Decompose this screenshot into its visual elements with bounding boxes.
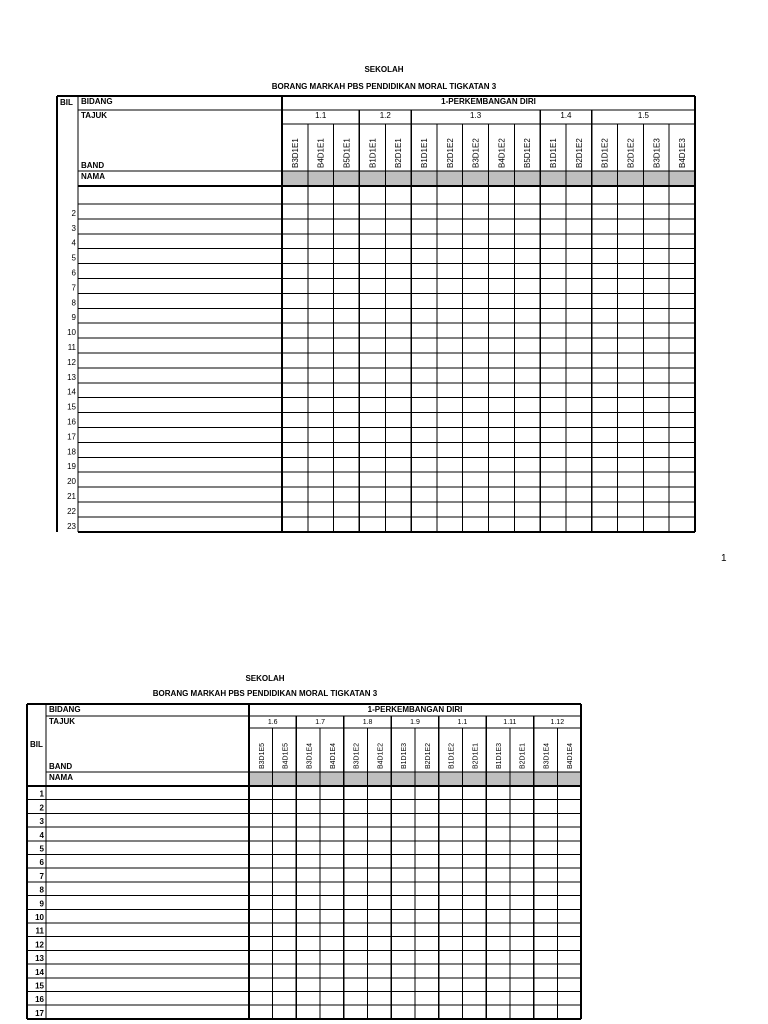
band-code: B4D1E4 bbox=[567, 742, 575, 769]
row-number: 17 bbox=[67, 432, 76, 442]
band-code: B3D1E5 bbox=[258, 742, 266, 769]
row-number: 4 bbox=[39, 830, 44, 840]
row-number: 21 bbox=[67, 492, 76, 501]
band-code: B1D1E1 bbox=[549, 138, 559, 168]
row-number: 9 bbox=[71, 313, 76, 323]
tajuk-group-label: 1.7 bbox=[315, 719, 326, 726]
band-code: B3D1E2 bbox=[471, 138, 481, 168]
band-code: B3D1E3 bbox=[652, 138, 662, 168]
band-code: B4D1E1 bbox=[316, 138, 326, 168]
row-number: 12 bbox=[35, 940, 44, 950]
tajuk-group-label: 1.1 bbox=[457, 719, 468, 726]
band-code: B1D1E3 bbox=[496, 742, 503, 769]
row-number: 2 bbox=[39, 803, 44, 813]
marks-table bbox=[0, 700, 768, 1024]
band-code: B2D1E1 bbox=[472, 742, 480, 769]
row-number: 5 bbox=[71, 253, 76, 263]
band-code: B1D1E3 bbox=[401, 742, 409, 769]
band-code: B2D1E1 bbox=[394, 138, 404, 168]
tajuk-group-label: 1.9 bbox=[410, 719, 420, 726]
band-code: B2D1E2 bbox=[574, 138, 584, 168]
row-number: 18 bbox=[67, 447, 76, 457]
form-title: BORANG MARKAH PBS PENDIDIKAN MORAL TIGKATAN 3 bbox=[152, 689, 378, 698]
tajuk-group-label: 1.5 bbox=[637, 111, 649, 120]
tajuk-group-label: 1.3 bbox=[470, 111, 482, 120]
bidang-label: BIDANG bbox=[81, 97, 113, 106]
bidang-value: 1-PERKEMBANGAN DIRI bbox=[367, 705, 463, 714]
band-code: B1D1E1 bbox=[368, 138, 378, 168]
row-number: 13 bbox=[35, 954, 44, 964]
band-code: B4D1E5 bbox=[282, 742, 290, 769]
school-title: SEKOLAH bbox=[245, 674, 285, 683]
form-title: BORANG MARKAH PBS PENDIDIKAN MORAL TIGKATAN 3 bbox=[271, 82, 497, 91]
row-number: 6 bbox=[71, 268, 76, 278]
row-number: 6 bbox=[39, 858, 44, 868]
row-number: 22 bbox=[67, 506, 76, 516]
row-number: 23 bbox=[67, 521, 76, 531]
band-code: B2D1E2 bbox=[626, 138, 636, 168]
tajuk-group-label: 1.2 bbox=[379, 111, 391, 120]
tajuk-group-label: 1.4 bbox=[560, 111, 572, 120]
row-number: 4 bbox=[71, 238, 76, 248]
bil-label: BIL bbox=[60, 98, 73, 107]
row-number: 15 bbox=[67, 402, 76, 412]
band-code: B4D1E2 bbox=[377, 742, 385, 769]
tajuk-group-label: 1.1 bbox=[315, 111, 327, 120]
row-number: 17 bbox=[35, 1008, 44, 1018]
row-number: 12 bbox=[67, 357, 76, 367]
row-number: 16 bbox=[67, 417, 76, 427]
row-number: 16 bbox=[35, 995, 44, 1005]
bidang-value: 1-PERKEMBANGAN DIRI bbox=[441, 97, 536, 106]
row-number: 14 bbox=[67, 387, 76, 397]
row-number: 2 bbox=[71, 208, 76, 218]
row-number: 11 bbox=[67, 343, 76, 352]
row-number: 20 bbox=[67, 477, 76, 487]
tajuk-label: TAJUK bbox=[81, 111, 108, 120]
band-code: B3D1E4 bbox=[543, 742, 551, 769]
band-code: B3D1E4 bbox=[306, 742, 314, 769]
bil-label: BIL bbox=[30, 740, 43, 749]
row-number: 7 bbox=[39, 871, 44, 881]
nama-label: NAMA bbox=[49, 773, 73, 782]
band-code: B5D1E2 bbox=[523, 138, 533, 168]
band-label: BAND bbox=[49, 762, 73, 771]
tajuk-group-label: 1.12 bbox=[550, 719, 565, 726]
band-code: B2D1E2 bbox=[424, 742, 432, 769]
band-code: B4D1E3 bbox=[678, 138, 688, 168]
band-code: B4D1E4 bbox=[330, 742, 337, 769]
tajuk-group-label: 1.8 bbox=[362, 719, 373, 726]
band-label: BAND bbox=[81, 161, 105, 170]
band-code: B3D1E2 bbox=[353, 742, 361, 769]
band-code: B2D1E1 bbox=[519, 742, 527, 769]
band-code: B2D1E2 bbox=[445, 138, 455, 168]
tajuk-group-label: 1.11 bbox=[503, 719, 517, 726]
band-code: B1D1E1 bbox=[419, 138, 429, 168]
row-number: 5 bbox=[39, 844, 44, 854]
band-code: B1D1E2 bbox=[448, 742, 456, 769]
band-code: B3D1E1 bbox=[290, 138, 300, 168]
row-number: 9 bbox=[39, 899, 44, 909]
row-number: 13 bbox=[67, 372, 76, 382]
school-title: SEKOLAH bbox=[364, 65, 404, 74]
band-code: B5D1E1 bbox=[342, 138, 352, 168]
row-number: 10 bbox=[35, 913, 44, 922]
row-number: 19 bbox=[67, 462, 76, 472]
nama-label: NAMA bbox=[81, 172, 105, 181]
row-number: 1 bbox=[39, 789, 44, 799]
row-number: 3 bbox=[39, 817, 44, 827]
row-number: 14 bbox=[35, 967, 44, 977]
row-number: 11 bbox=[35, 926, 44, 936]
row-number: 8 bbox=[39, 885, 44, 895]
page-number: 1 bbox=[721, 553, 727, 564]
band-code: B4D1E2 bbox=[497, 138, 507, 168]
tajuk-label: TAJUK bbox=[49, 717, 76, 726]
row-number: 7 bbox=[71, 283, 76, 293]
row-number: 10 bbox=[67, 328, 76, 338]
band-code: B1D1E2 bbox=[600, 138, 610, 168]
bidang-label: BIDANG bbox=[49, 705, 81, 714]
tajuk-group-label: 1.6 bbox=[267, 719, 278, 726]
row-number: 15 bbox=[35, 981, 44, 991]
row-number: 8 bbox=[71, 298, 76, 308]
row-number: 3 bbox=[71, 223, 76, 233]
